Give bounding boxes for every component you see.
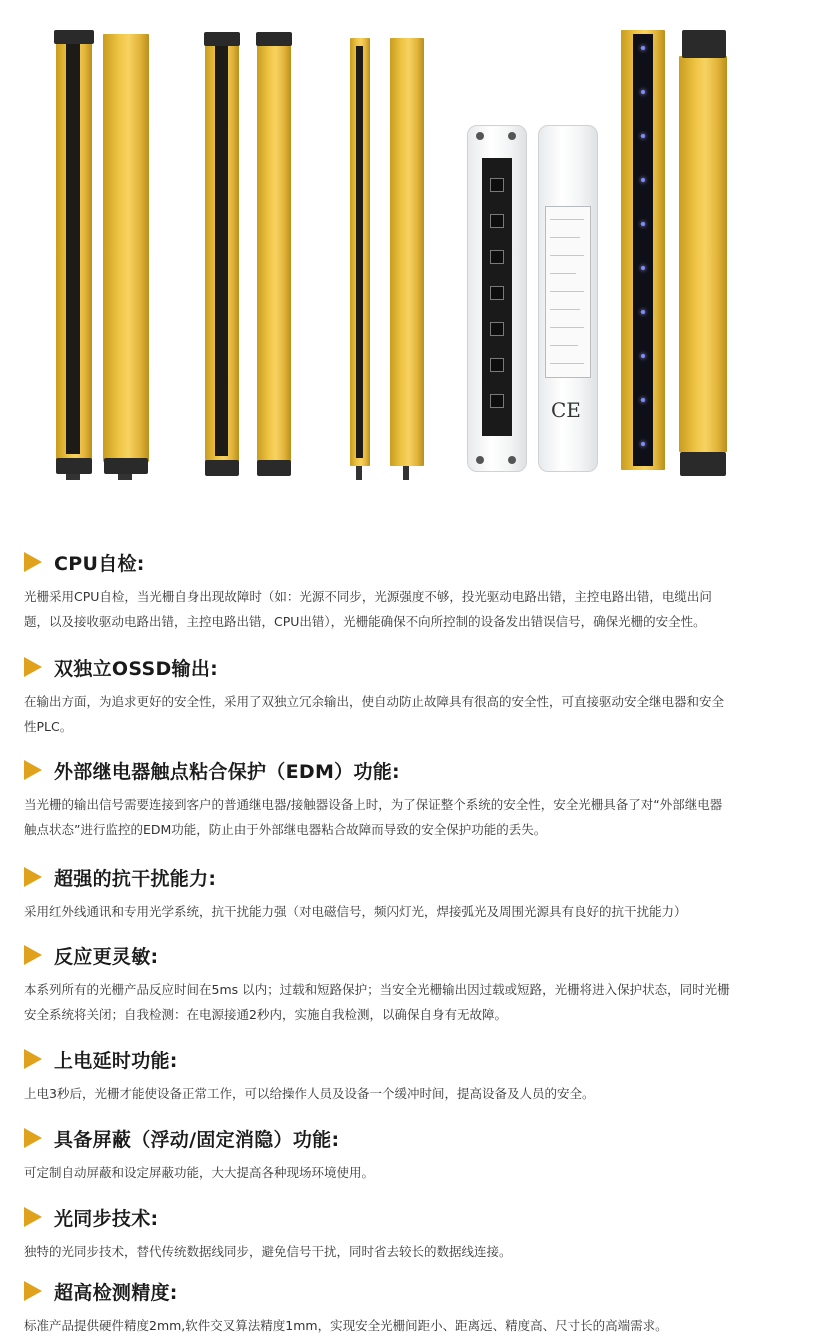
section-body: 独特的光同步技术，替代传统数据线同步，避免信号干扰，同时省去较长的数据线连接。 <box>24 1244 512 1259</box>
led-dot <box>641 266 645 270</box>
label-text-line <box>550 309 580 310</box>
section-title: 光同步技术: <box>54 1208 159 1230</box>
section-header <box>24 655 816 681</box>
triangle-arrow-icon <box>24 1207 42 1227</box>
led-dot <box>641 310 645 314</box>
light-curtain-end-cap <box>256 32 292 46</box>
section-title: 上电延时功能: <box>54 1050 178 1072</box>
section-title: 超强的抗干扰能力: <box>54 868 217 890</box>
section-body: 可定制自动屏蔽和设定屏蔽功能，大大提高各种现场环境使用。 <box>24 1165 375 1180</box>
section-body: 在输出方面，为追求更好的安全性，采用了双独立冗余输出，使自动防止故障具有很高的安全性，可直接驱动安全继电器和安全 性PLC。 <box>24 694 725 734</box>
triangle-arrow-icon <box>24 945 42 965</box>
section-title: 具备屏蔽（浮动/固定消隐）功能: <box>54 1129 340 1151</box>
section-header <box>24 1205 816 1231</box>
label-text-line <box>550 327 584 328</box>
section-header <box>24 865 816 891</box>
optical-lens <box>490 178 504 192</box>
connector-pin <box>118 474 132 480</box>
optical-lens <box>490 250 504 264</box>
optical-window <box>482 158 512 436</box>
label-text-line <box>550 219 584 220</box>
led-dot <box>641 398 645 402</box>
feature-cpu-self-check <box>24 550 816 634</box>
light-curtain-bar-front <box>205 36 239 464</box>
light-curtain-end-cap <box>56 458 92 474</box>
label-text-line <box>550 237 580 238</box>
led-dot <box>641 90 645 94</box>
triangle-arrow-icon <box>24 867 42 887</box>
light-curtain-end-cap <box>204 32 240 46</box>
section-header <box>24 1126 816 1152</box>
section-title: 超高检测精度: <box>54 1282 178 1304</box>
optical-lens <box>490 358 504 372</box>
optical-lens <box>490 286 504 300</box>
feature-anti-interference <box>24 865 816 924</box>
light-curtain-end-cap <box>680 452 726 476</box>
led-dot <box>641 178 645 182</box>
mounting-hole <box>476 132 484 140</box>
section-body: 采用红外线通讯和专用光学系统，抗干扰能力强（对电磁信号，频闪灯光，焊接弧光及周围光源具有良好的抗干扰能力） <box>24 904 687 919</box>
cable-exit <box>356 466 362 480</box>
cable-exit <box>403 466 409 480</box>
compact-sensor-front <box>467 125 527 472</box>
slim-light-curtain-bar-front <box>350 38 370 466</box>
label-text-line <box>550 345 578 346</box>
section-title: 反应更灵敏: <box>54 946 159 968</box>
triangle-arrow-icon <box>24 760 42 780</box>
light-curtain-end-cap <box>257 460 291 476</box>
triangle-arrow-icon <box>24 1049 42 1069</box>
feature-optical-sync <box>24 1205 816 1264</box>
section-title: 双独立OSSD输出: <box>54 658 219 680</box>
connector-pin <box>66 474 80 480</box>
light-curtain-bar-front <box>56 34 92 462</box>
led-dot <box>641 134 645 138</box>
compact-sensor-back <box>538 125 598 472</box>
feature-edm-protection <box>24 758 816 842</box>
label-text-line <box>550 273 576 274</box>
light-curtain-bar-side <box>257 36 291 464</box>
led-dot <box>641 354 645 358</box>
triangle-arrow-icon <box>24 657 42 677</box>
led-dot <box>641 46 645 50</box>
mounting-hole <box>508 132 516 140</box>
mounting-hole <box>476 456 484 464</box>
led-dot <box>641 442 645 446</box>
light-curtain-end-cap <box>205 460 239 476</box>
product-image-band <box>0 0 838 500</box>
section-body: 光栅采用CPU自检，当光栅自身出现故障时（如：光源不同步，光源强度不够，投光驱动电路出错，主控电路出错，电缆出问 题，以及接收驱动电路出错，主控电路出错，CPU出错），光栅能确保不向所控制的设备发出错误信号，确保光栅的安全性。 <box>24 589 712 629</box>
feature-fast-response <box>24 943 816 1027</box>
triangle-arrow-icon <box>24 552 42 572</box>
section-header <box>24 758 816 784</box>
section-title: 外部继电器触点粘合保护（EDM）功能: <box>54 761 400 783</box>
triangle-arrow-icon <box>24 1128 42 1148</box>
label-text-line <box>550 363 584 364</box>
feature-power-on-delay <box>24 1047 816 1106</box>
optical-lens <box>490 394 504 408</box>
slim-light-curtain-bar-side <box>390 38 424 466</box>
light-curtain-end-cap <box>104 458 148 474</box>
feature-dual-ossd-output <box>24 655 816 739</box>
led-light-curtain-bar-front <box>621 30 665 470</box>
mounting-hole <box>508 456 516 464</box>
light-curtain-end-cap <box>54 30 94 44</box>
section-body: 上电3秒后，光栅才能使设备正常工作，可以给操作人员及设备一个缓冲时间，提高设备及人员的安全。 <box>24 1086 595 1101</box>
section-body: 标准产品提供硬件精度2mm,软件交叉算法精度1mm，实现安全光栅间距小、距离远、精度高、尺寸长的高端需求。 <box>24 1318 668 1333</box>
optical-lens <box>490 322 504 336</box>
section-body: 当光栅的输出信号需要连接到客户的普通继电器/接触器设备上时，为了保证整个系统的安全性，安全光栅具备了对“外部继电器 触点状态”进行监控的EDM功能，防止由于外部继电器粘合故障而导致的安全保护功能的丢失。 <box>24 797 723 837</box>
label-text-line <box>550 255 584 256</box>
section-header <box>24 550 816 576</box>
led-dot <box>641 222 645 226</box>
section-header <box>24 943 816 969</box>
light-curtain-bar-side <box>103 34 149 462</box>
ce-mark: CE <box>551 398 581 422</box>
feature-blanking <box>24 1126 816 1185</box>
section-body: 本系列所有的光栅产品反应时间在5ms 以内；过载和短路保护；当安全光栅输出因过载或短路，光栅将进入保护状态，同时光栅 安全系统将关闭；自我检测：在电源接通2秒内，实施自我检测，以确保自身有无故障。 <box>24 982 730 1022</box>
triangle-arrow-icon <box>24 1281 42 1301</box>
spec-label <box>545 206 591 378</box>
section-header <box>24 1279 816 1305</box>
label-text-line <box>550 291 584 292</box>
feature-high-precision <box>24 1279 816 1338</box>
section-title: CPU自检: <box>54 553 145 575</box>
led-strip <box>633 34 653 466</box>
section-header <box>24 1047 816 1073</box>
optical-lens <box>490 214 504 228</box>
led-light-curtain-bar-side <box>679 56 727 452</box>
light-curtain-end-cap <box>682 30 726 58</box>
